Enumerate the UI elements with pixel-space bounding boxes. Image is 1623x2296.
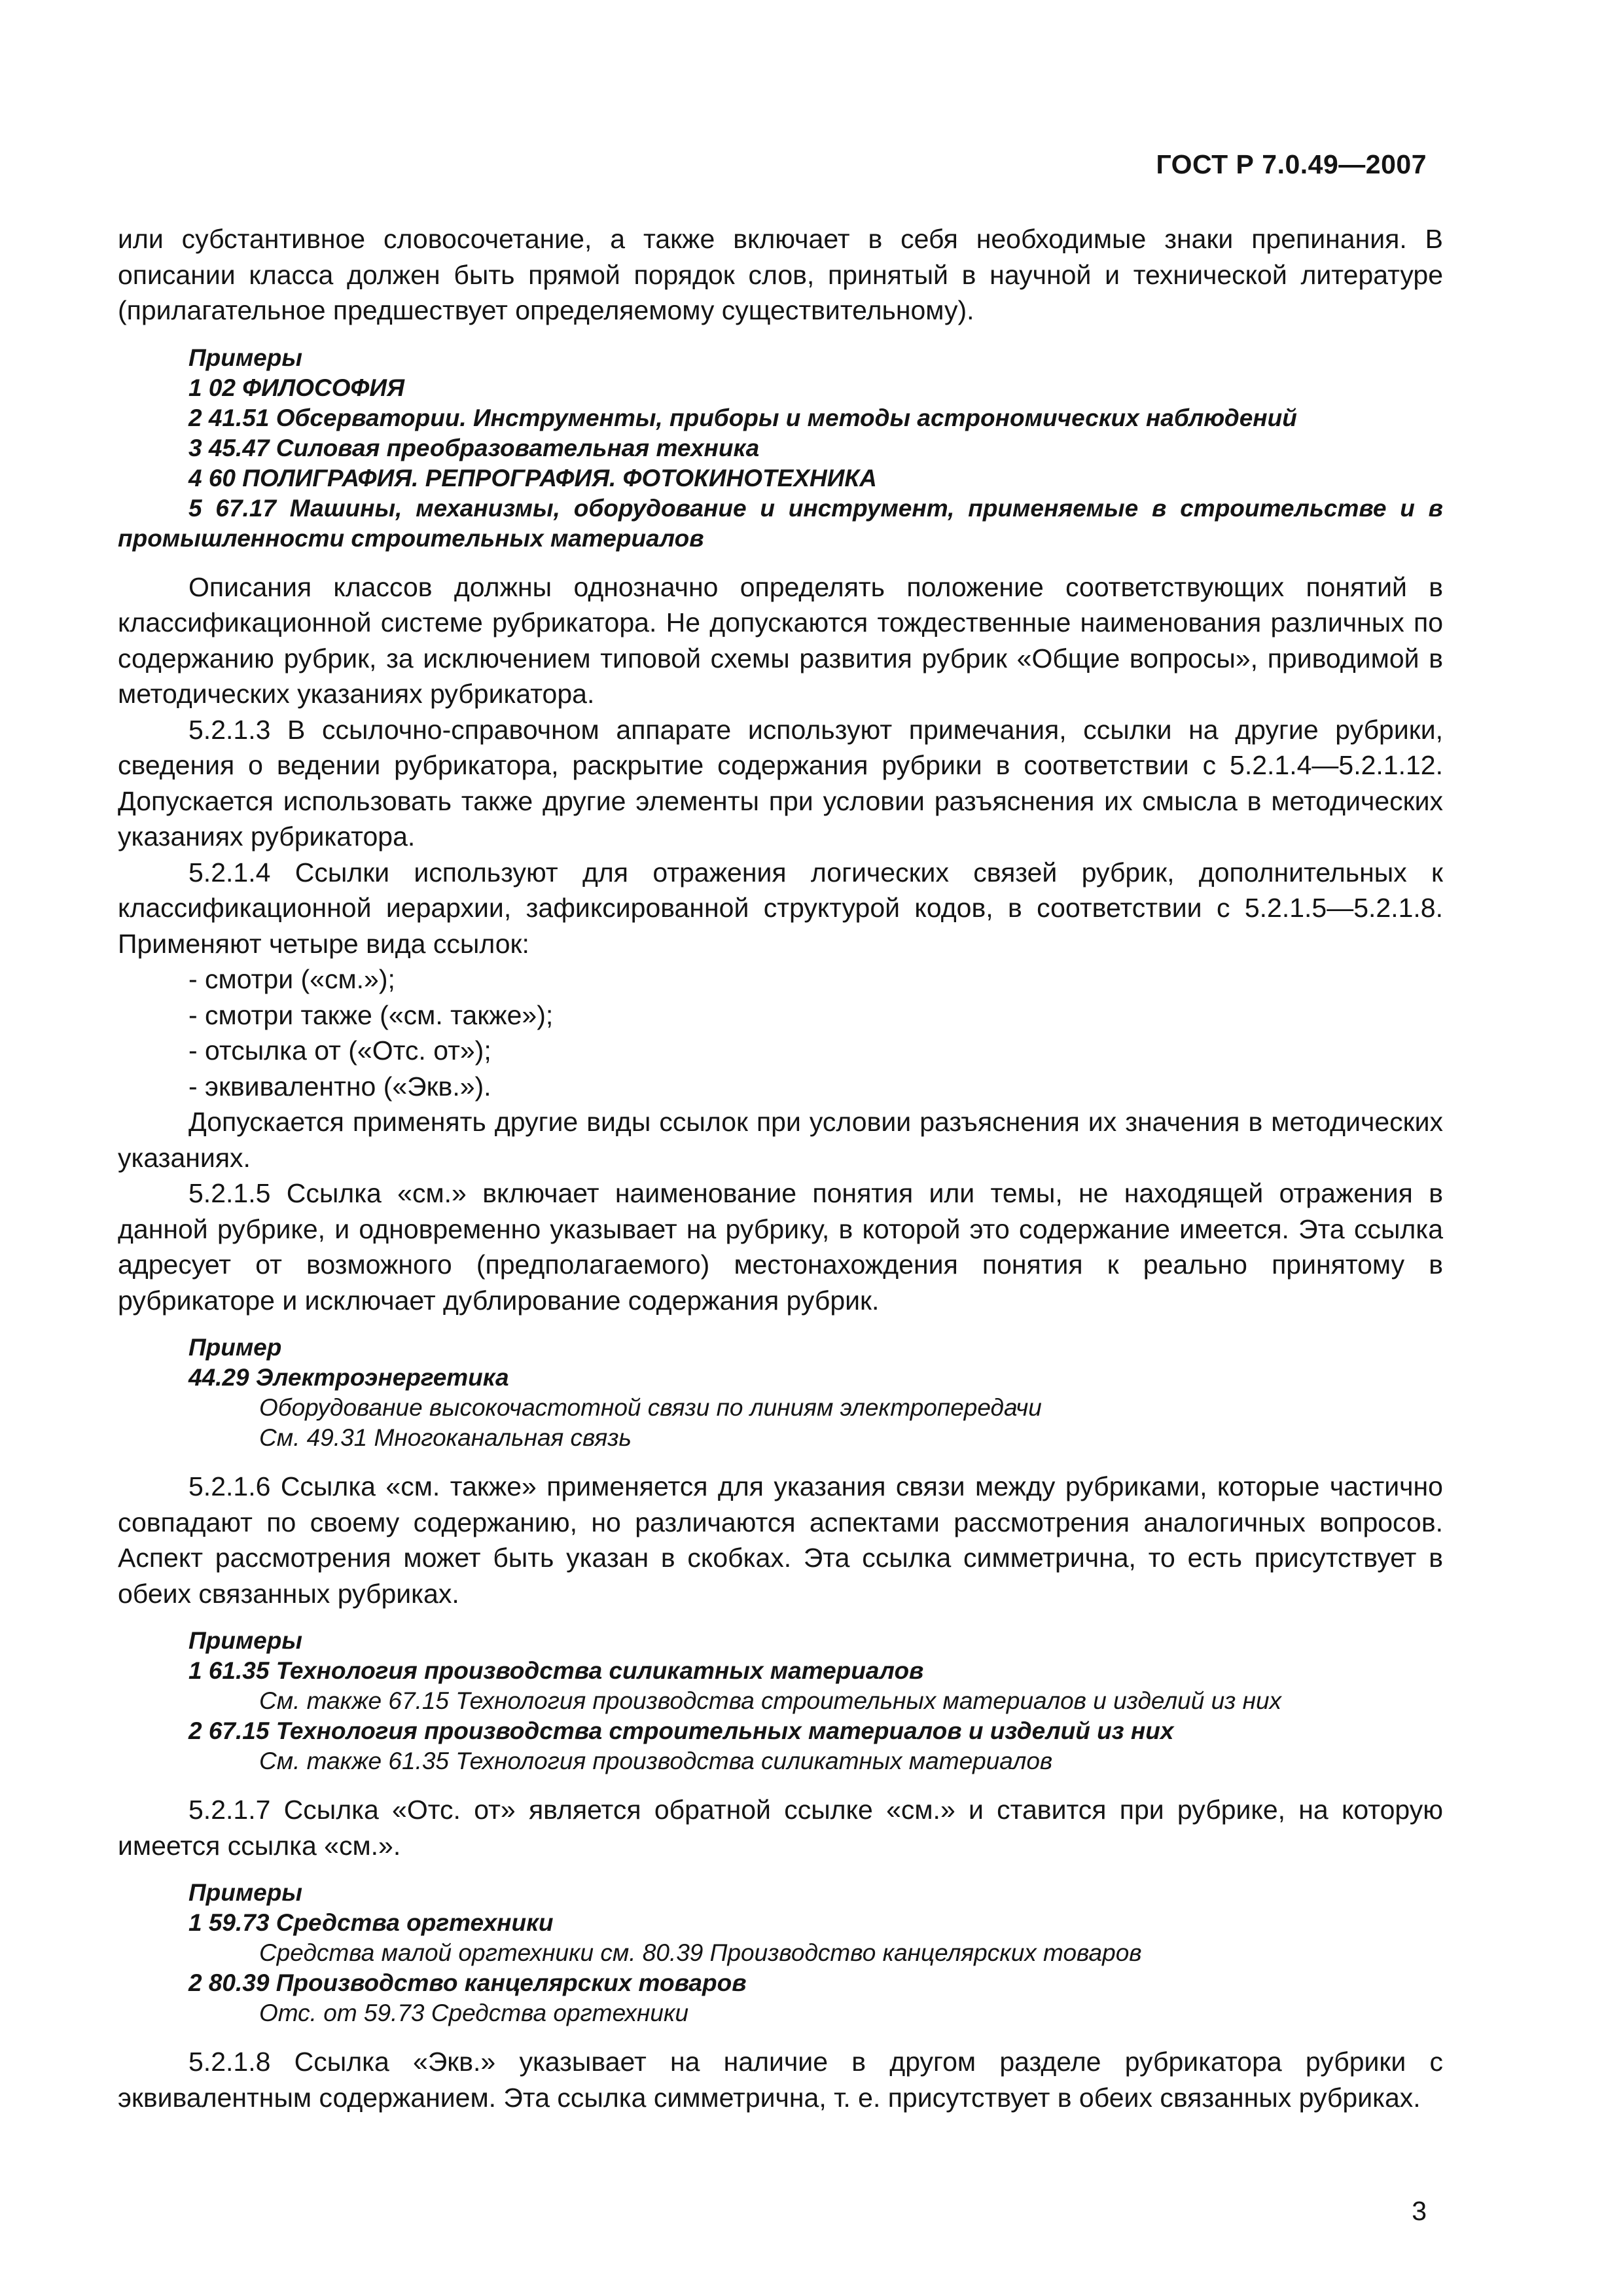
example-block-3	[118, 1626, 1443, 1776]
example-block-2	[118, 1333, 1443, 1453]
list-item: - смотри также («см. также»);	[188, 999, 554, 1030]
example-heading: Примеры	[188, 344, 302, 371]
paragraph-5-2-1-3: 5.2.1.3 В ссылочно-справочном аппарате используют примечания, ссылки на другие рубрики, сведения о ведении рубрикатора, раскрытие содержания рубрики в соответствии с 5.2.1.4—5.2.1.12. Допускается использовать также другие элементы при условии разъяснения их смысла в методических указаниях рубрикатора.	[118, 714, 1443, 852]
reference-types-list	[118, 961, 1443, 1104]
paragraph-other-references: Допускается применять другие виды ссылок при условии разъяснения их значения в методических указаниях.	[118, 1107, 1443, 1173]
list-item: - смотри («см.»);	[188, 964, 395, 994]
paragraph-class-descriptions: Описания классов должны однозначно определять положение соответствующих понятий в классификационной системе рубрикатора. Не допускаются тождественные наименования различных по содержанию рубрик, за исключением типовой схемы развития рубрик «Общие вопросы», приводимой в методических указаниях рубрикатора.	[118, 571, 1443, 709]
example-rubric: 44.29 Электроэнергетика	[188, 1364, 509, 1391]
example-heading: Примеры	[188, 1627, 302, 1654]
example-block-4	[118, 1878, 1443, 2028]
example-reference: См. также 61.35 Технология производства силикатных материалов	[259, 1748, 1053, 1774]
example-line: 1 02 ФИЛОСОФИЯ	[188, 374, 404, 401]
example-block-1	[118, 343, 1443, 554]
example-heading: Пример	[188, 1334, 282, 1361]
example-reference: Средства малой оргтехники см. 80.39 Производство канцелярских товаров	[259, 1939, 1142, 1966]
example-subline: Оборудование высокочастотной связи по линиям электропередачи	[259, 1394, 1042, 1421]
paragraph-5-2-1-8: 5.2.1.8 Ссылка «Экв.» указывает на наличие в другом разделе рубрикатора рубрики с эквивалентным содержанием. Эта ссылка симметрична, т. е. присутствует в обеих связанных рубриках.	[118, 2047, 1443, 2113]
example-reference: См. также 67.15 Технология производства строительных материалов и изделий из них	[259, 1687, 1282, 1714]
page-number: 3	[1412, 2196, 1427, 2226]
paragraph-intro: или субстантивное словосочетание, а также включает в себя необходимые знаки препинания. В описании класса должен быть прямой порядок слов, принятый в научной и технической литературе (прилагательное предшествует определяемому существительному).	[118, 224, 1443, 325]
example-rubric: 2 67.15 Технология производства строительных материалов и изделий из них	[188, 1717, 1174, 1744]
paragraph-5-2-1-7: 5.2.1.7 Ссылка «Отс. от» является обратной ссылке «см.» и ставится при рубрике, на которую имеется ссылка «см.».	[118, 1795, 1443, 1861]
list-item: - эквивалентно («Экв.»).	[188, 1071, 491, 1102]
paragraph-5-2-1-5: 5.2.1.5 Ссылка «см.» включает наименование понятия или темы, не находящей отражения в данной рубрике, и одновременно указывает на рубрику, в которой это содержание имеется. Эта ссылка адресует от возможного (предполагаемого) местонахождения понятия к реально принятому в рубрикаторе и исключает дублирование содержания рубрик.	[118, 1178, 1443, 1316]
list-item: - отсылка от («Отс. от»);	[188, 1035, 491, 1066]
example-line: 2 41.51 Обсерватории. Инструменты, приборы и методы астрономических наблюдений	[188, 404, 1297, 431]
paragraph-5-2-1-6: 5.2.1.6 Ссылка «см. также» применяется для указания связи между рубриками, которые частично совпадают по своему содержанию, но различаются аспектами рассмотрения аналогичных вопросов. Аспект рассмотрения может быть указан в скобках. Эта ссылка симметрична, то есть присутствует в обеих связанных рубриках.	[118, 1471, 1443, 1609]
example-line: 5 67.17 Машины, механизмы, оборудование и инструмент, применяемые в строительстве и в промышленности строительных материалов	[118, 494, 1443, 552]
example-rubric: 2 80.39 Производство канцелярских товаров	[188, 1969, 747, 1996]
page-content	[118, 221, 1443, 2115]
paragraph-5-2-1-4: 5.2.1.4 Ссылки используют для отражения логических связей рубрик, дополнительных к классификационной иерархии, зафиксированной структурой кодов, в соответствии с 5.2.1.5—5.2.1.8. Применяют четыре вида ссылок:	[118, 857, 1443, 959]
example-reference: См. 49.31 Многоканальная связь	[259, 1424, 632, 1451]
example-reference: Отс. от 59.73 Средства оргтехники	[259, 2000, 689, 2026]
example-line: 4 60 ПОЛИГРАФИЯ. РЕПРОГРАФИЯ. ФОТОКИНОТЕХНИКА	[188, 464, 877, 492]
example-heading: Примеры	[188, 1879, 302, 1906]
example-rubric: 1 59.73 Средства оргтехники	[188, 1909, 554, 1936]
example-line: 3 45.47 Силовая преобразовательная техника	[188, 434, 760, 461]
running-header: ГОСТ Р 7.0.49—2007	[1156, 149, 1427, 179]
example-rubric: 1 61.35 Технология производства силикатных материалов	[188, 1657, 924, 1684]
